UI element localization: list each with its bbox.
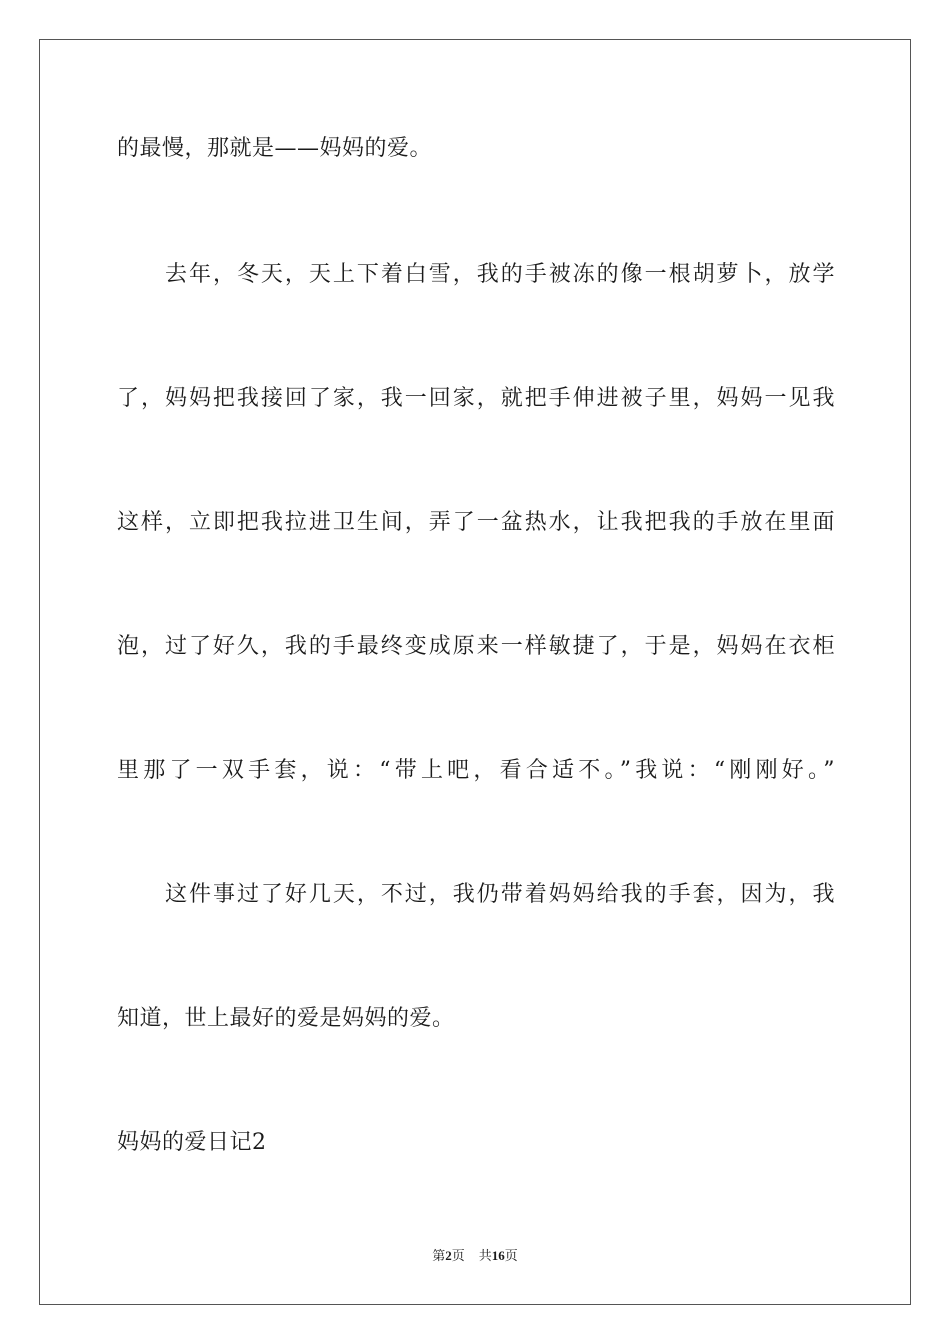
total-suffix: 页 <box>504 1249 518 1264</box>
section-heading: 妈妈的爱日记2 <box>117 1130 267 1155</box>
page-border <box>39 39 911 1305</box>
paragraph-line: 这件事过了好几天，不过，我仍带着妈妈给我的手套，因为，我 <box>165 882 835 907</box>
page-number: 2 <box>445 1248 452 1263</box>
paragraph-line: 去年，冬天，天上下着白雪，我的手被冻的像一根胡萝卜，放学 <box>165 262 835 287</box>
page-prefix: 第 <box>432 1249 446 1264</box>
total-pages: 16 <box>491 1248 505 1263</box>
paragraph-line: 了，妈妈把我接回了家，我一回家，就把手伸进被子里，妈妈一见我 <box>117 386 835 411</box>
page-suffix: 页 <box>451 1249 465 1264</box>
paragraph-line: 知道，世上最好的爱是妈妈的爱。 <box>117 1006 455 1031</box>
paragraph-line: 泡，过了好久，我的手最终变成原来一样敏捷了，于是，妈妈在衣柜 <box>117 634 835 659</box>
paragraph-line: 的最慢，那就是——妈妈的爱。 <box>117 136 433 161</box>
page-footer <box>0 1246 950 1267</box>
total-prefix: 共 <box>478 1249 492 1264</box>
paragraph-line: 这样，立即把我拉进卫生间，弄了一盆热水，让我把我的手放在里面 <box>117 510 835 535</box>
paragraph-line: 里那了一双手套，说：“带上吧，看合适不。”我说：“刚刚好。” <box>117 758 835 783</box>
